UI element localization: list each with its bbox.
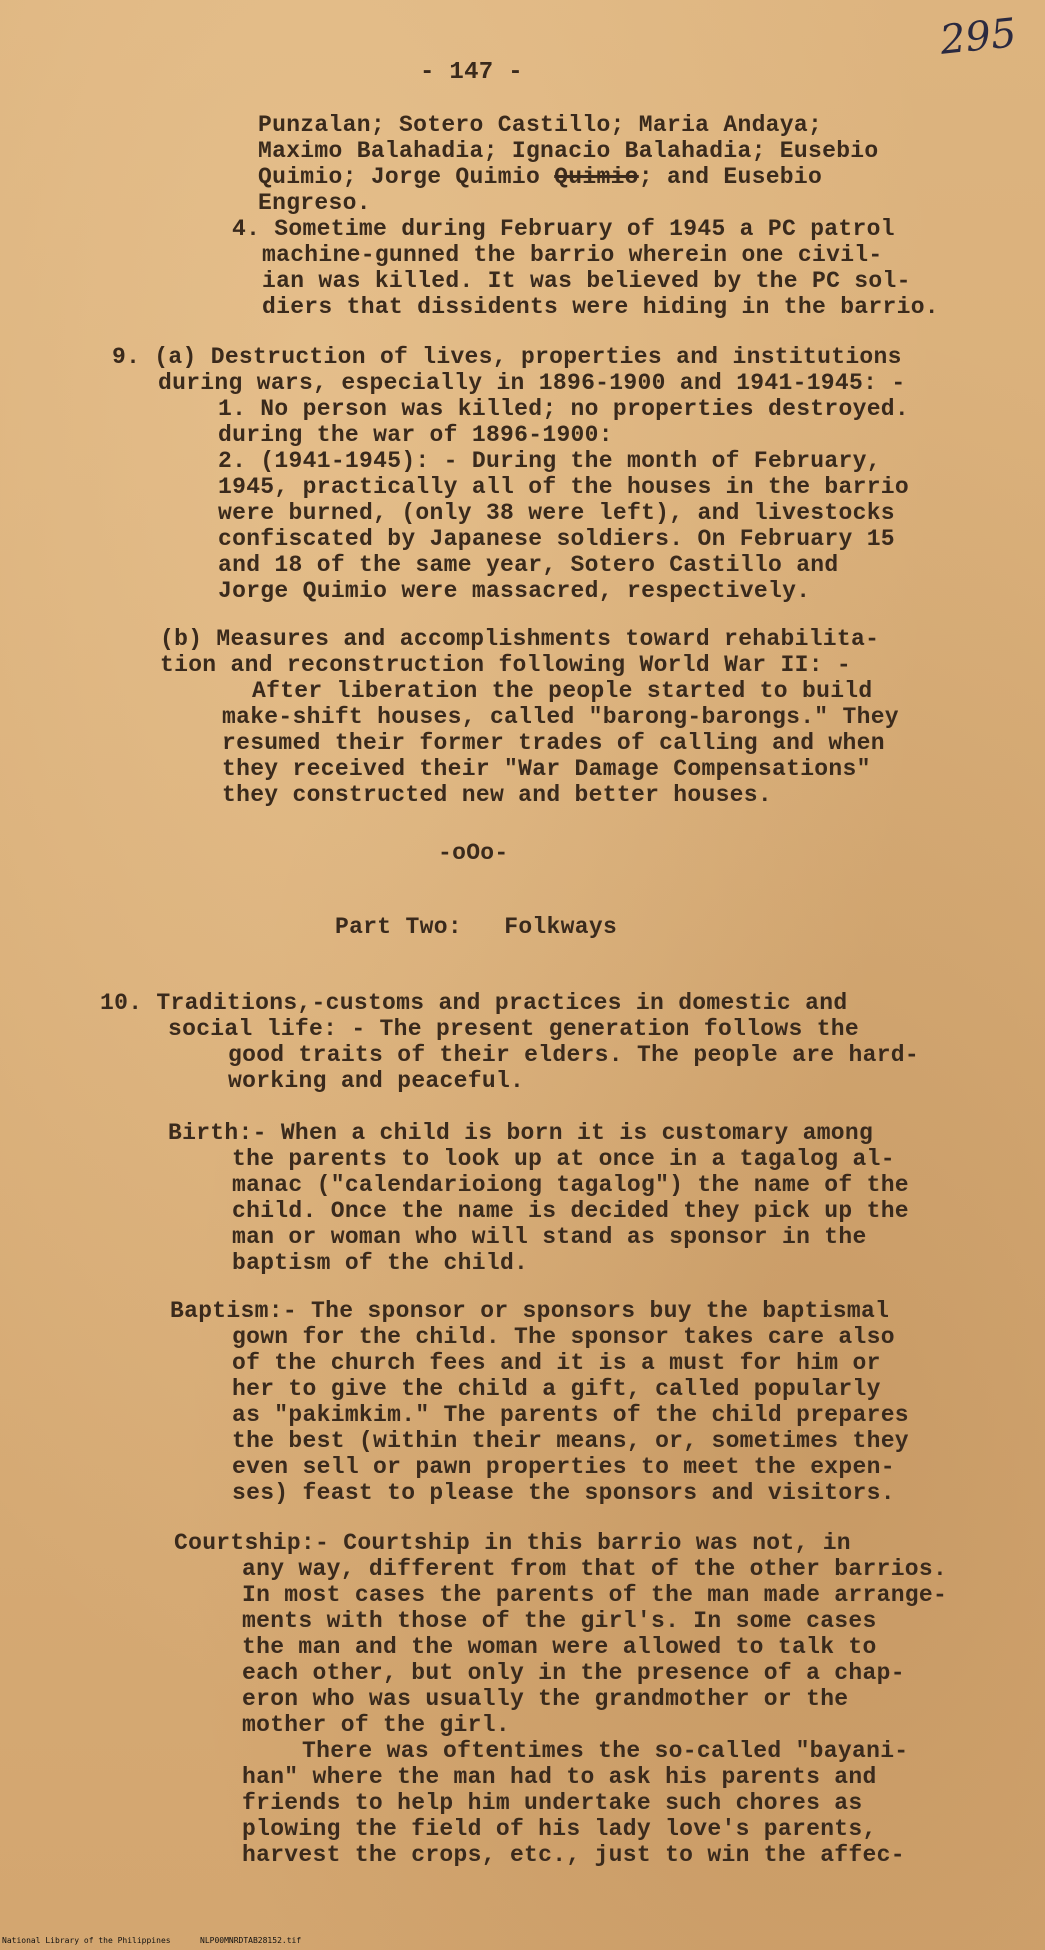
- text-line: baptism of the child.: [232, 1250, 529, 1276]
- text-line: each other, but only in the presence of a chap-: [242, 1660, 905, 1686]
- footer-library: National Library of the Philippines: [2, 1936, 171, 1945]
- text-line: Quimio; Jorge Quimio Quimio; and Eusebio: [258, 164, 823, 190]
- text-line: ments with those of the girl's. In some cases: [242, 1608, 877, 1634]
- text-line: the man and the woman were allowed to talk to: [242, 1634, 877, 1660]
- text-line: han" where the man had to ask his parents and: [242, 1764, 877, 1790]
- text-line: during the war of 1896-1900:: [218, 422, 613, 448]
- text-line: and 18 of the same year, Sotero Castillo and: [218, 552, 839, 578]
- text-line: Engreso.: [258, 190, 371, 216]
- text-line: Maximo Balahadia; Ignacio Balahadia; Eusebio: [258, 138, 879, 164]
- text-line: ian was killed. It was believed by the PC sol-: [262, 268, 911, 294]
- page-number: - 147 -: [420, 59, 523, 86]
- text-line: the parents to look up at once in a tagalog al-: [232, 1146, 895, 1172]
- text-line: friends to help him undertake such chores as: [242, 1790, 863, 1816]
- text-line: (b) Measures and accomplishments toward rehabilita-: [160, 626, 880, 652]
- text-line: man or woman who will stand as sponsor in the: [232, 1224, 867, 1250]
- text-line: they constructed new and better houses.: [222, 782, 772, 808]
- text-line: After liberation the people started to build: [252, 678, 873, 704]
- text-line: 9. (a) Destruction of lives, properties and institutions: [112, 344, 902, 370]
- text-line: Courtship:- Courtship in this barrio was not, in: [174, 1530, 851, 1556]
- section-divider: -oOo-: [438, 840, 509, 866]
- text-line: of the church fees and it is a must for him or: [232, 1350, 881, 1376]
- text-line: 2. (1941-1945): - During the month of February,: [218, 448, 881, 474]
- text-line: during wars, especially in 1896-1900 and 1941-1945: -: [158, 370, 906, 396]
- text-line: were burned, (only 38 were left), and livestocks: [218, 500, 895, 526]
- text-line: they received their "War Damage Compensations": [222, 756, 871, 782]
- text-line: her to give the child a gift, called popularly: [232, 1376, 881, 1402]
- text-line: as "pakimkim." The parents of the child prepares: [232, 1402, 909, 1428]
- text-line: good traits of their elders. The people are hard-: [228, 1042, 920, 1068]
- text-line: confiscated by Japanese soldiers. On February 15: [218, 526, 895, 552]
- text-line: There was oftentimes the so-called "bayani-: [302, 1738, 909, 1764]
- footer-filename: NLP00MNRDTAB28152.tif: [200, 1936, 302, 1945]
- text-line: 10. Traditions,-customs and practices in domestic and: [100, 990, 848, 1016]
- text-line: tion and reconstruction following World War II: -: [160, 652, 852, 678]
- text-line: ses) feast to please the sponsors and visitors.: [232, 1480, 895, 1506]
- text-line: 1945, practically all of the houses in the barrio: [218, 474, 910, 500]
- text-line: Baptism:- The sponsor or sponsors buy the baptismal: [170, 1298, 890, 1324]
- section-heading: Part Two: Folkways: [335, 914, 618, 940]
- text-line: child. Once the name is decided they pick up the: [232, 1198, 909, 1224]
- text-line: social life: - The present generation follows the: [168, 1016, 860, 1042]
- text-line: eron who was usually the grandmother or the: [242, 1686, 849, 1712]
- text-line: manac ("calendarioiong tagalog") the name of the: [232, 1172, 909, 1198]
- text-line: 4. Sometime during February of 1945 a PC patrol: [232, 216, 895, 242]
- text-line: make-shift houses, called "barong-barongs." They: [222, 704, 899, 730]
- text-line: machine-gunned the barrio wherein one civil-: [262, 242, 883, 268]
- struck-word: Quimio: [554, 164, 639, 190]
- text-line: plowing the field of his lady love's parents,: [242, 1816, 877, 1842]
- text-line: working and peaceful.: [228, 1068, 525, 1094]
- text-line: Punzalan; Sotero Castillo; Maria Andaya;: [258, 112, 823, 138]
- text-line: In most cases the parents of the man made arrange-: [242, 1582, 948, 1608]
- text-line: gown for the child. The sponsor takes care also: [232, 1324, 895, 1350]
- text-line: the best (within their means, or, sometimes they: [232, 1428, 909, 1454]
- text-line: even sell or pawn properties to meet the expen-: [232, 1454, 895, 1480]
- text-line: 1. No person was killed; no properties destroyed.: [218, 396, 910, 422]
- text-line: mother of the girl.: [242, 1712, 510, 1738]
- handwritten-page-number: 295: [937, 10, 1019, 64]
- text-line: diers that dissidents were hiding in the barrio.: [262, 294, 939, 320]
- text-line: any way, different from that of the other barrios.: [242, 1556, 948, 1582]
- text-line: Birth:- When a child is born it is customary among: [168, 1120, 874, 1146]
- text-line: harvest the crops, etc., just to win the affec-: [242, 1842, 905, 1868]
- text-line: resumed their former trades of calling and when: [222, 730, 885, 756]
- text-line: Jorge Quimio were massacred, respectively.: [218, 578, 811, 604]
